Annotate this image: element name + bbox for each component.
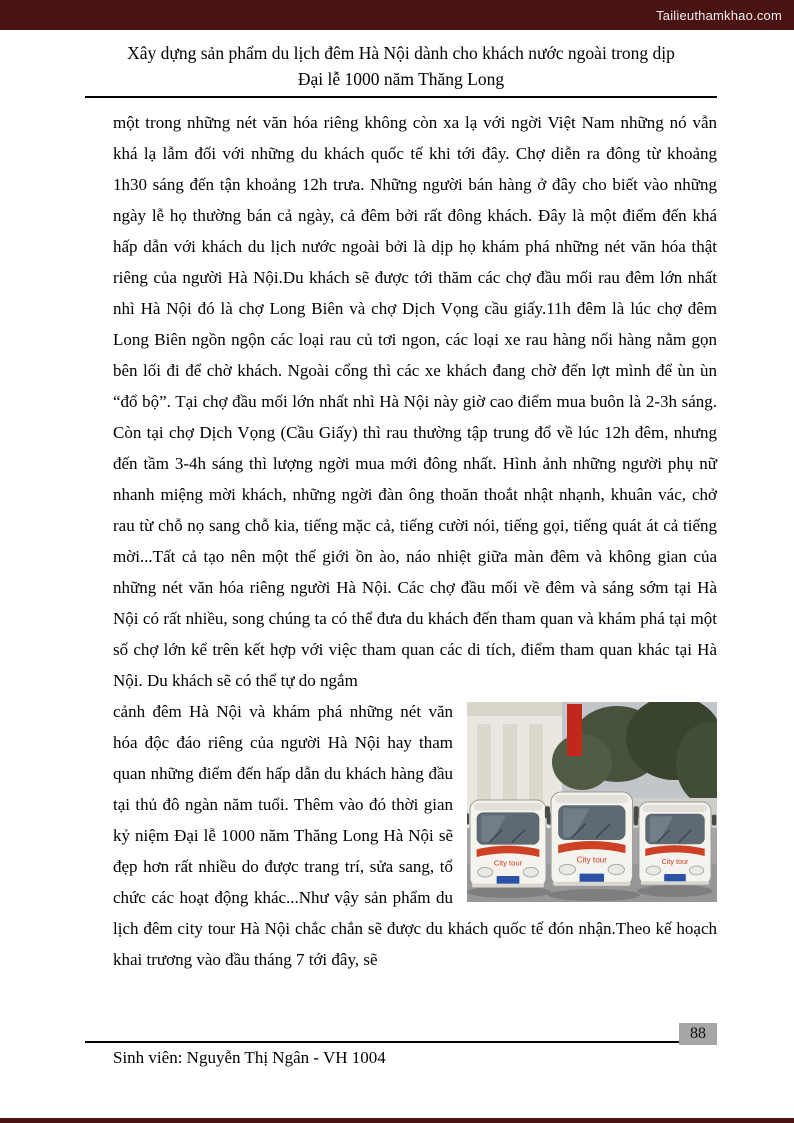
paragraph-2 — [113, 696, 717, 975]
header-title-line1: Xây dựng sản phẩm du lịch đêm Hà Nội dành cho khách nước ngoài trong dịp — [127, 43, 675, 63]
page-number: 88 — [679, 1023, 717, 1045]
watermark-bar — [0, 0, 794, 30]
header-title-line2: Đại lễ 1000 năm Thăng Long — [297, 69, 505, 89]
city-tour-buses-photo — [467, 702, 717, 902]
document-body — [113, 98, 717, 975]
bottom-bar — [0, 1118, 794, 1123]
page-content — [85, 30, 717, 975]
paragraph-2-text: cảnh đêm Hà Nội và khám phá những nét văn hóa độc đáo riêng của người Hà Nội hay tham quan những điểm đến hấp dẫn du khách hàng đầu tại thủ đô ngàn năm tuổi. Thêm vào đó thời gian kỷ niệm Đại lễ 1000 năm Thăng Long Hà Nội sẽ đẹp hơn rất nhiều do được trang trí, sửa sang, tổ chức các hoạt động khác...Như vậy sản phẩm du lịch đêm city tour Hà Nội chắc chắn sẽ được du khách quốc tế đón nhận.Theo kế hoạch khai trương vào đầu tháng 7 tới đây, sẽ — [113, 702, 717, 969]
page-header — [85, 30, 717, 98]
paragraph-1: một trong những nét văn hóa riêng không còn xa lạ với ngời Việt Nam những nó vẫn khá lạ lẫm đối với những du khách quốc tế khi tới đây. Chợ diễn ra đông từ khoảng 1h30 sáng đến tận khoảng 12h trưa. Những người bán hàng ở đây cho biết vào những ngày lễ họ thường bán cả ngày, cả đêm bởi rất đông khách. Đây là một điểm đến khá hấp dẫn với khách du lịch nước ngoài bởi là dịp họ khám phá những nét văn hóa thật riêng của người Hà Nội.Du khách sẽ được tới thăm các chợ đầu mối rau đêm lớn nhất nhì Hà Nội đó là chợ Long Biên và chợ Dịch Vọng cầu giấy.11h đêm là lúc chợ đêm Long Biên ngồn ngộn các loại rau củ tơi ngon, các loại xe rau hàng nối hàng nằm gọn bên lối đi để chờ khách. Ngoài cổng thì các xe khách đang chờ đến lợt mình để ùn ùn “đổ bộ”. Tại chợ đầu mối lớn nhất nhì Hà Nội này giờ cao điểm mua buôn là 2-3h sáng. Còn tại chợ Dịch Vọng (Cầu Giấy) thì rau thường tập trung đổ về lúc 12h đêm, nhưng đến tầm 3-4h sáng thì lượng ngời mua mới đông nhất. Hình ảnh những người phụ nữ nhanh miệng mời khách, những ngời đàn ông thoăn thoắt nhật nhạnh, khuân vác, chở rau từ chỗ nọ sang chỗ kia, tiếng mặc cả, tiếng cười nói, tiếng gọi, tiếng quát át cả tiếng mời...Tất cả tạo nên một thế giới ồn ào, náo nhiệt giữa màn đêm và không gian của những nét văn hóa riêng người Hà Nội. Các chợ đầu mối về đêm và sáng sớm tại Hà Nội có rất nhiều, song chúng ta có thể đưa du khách đến tham quan và khám phá tại một số chợ lớn kể trên kết hợp với việc tham quan các di tích, điểm tham quan khác tại Hà Nội. Du khách sẽ có thể tự do ngắm — [113, 113, 717, 690]
watermark-link[interactable]: Tailieuthamkhao.com — [656, 7, 782, 23]
page-footer — [85, 1025, 717, 1068]
footer-author: Sinh viên: Nguyễn Thị Ngân - VH 1004 — [113, 1048, 386, 1067]
buses-photo-illustration — [467, 702, 717, 902]
